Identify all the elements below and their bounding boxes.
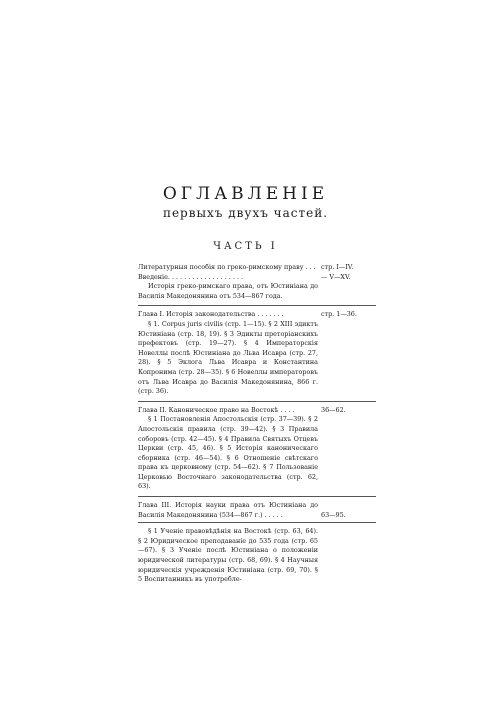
toc-entry-history: [138, 282, 376, 301]
toc-entry-text: Введеніе. . . . . . . . . . . . . . . . . . .: [138, 272, 244, 281]
chapter-2-details: § 1 Постановленія Апостольскія (стр. 37—39). § 2 Апостольскія правила (стр. 39—42). § 3 Правила соборовъ (стр. 42—45). § 4 Правила Святыхъ Отцевъ Церкви (стр. 45, 46). § 5 Исторія каноническаго сборника (стр. 46—54). § 6 Отношеніе свѣтскаго права къ церковному (стр. 54—62). § 7 Пользованіе Церковью Восточнаго законодательства (стр. 62, 63).: [138, 415, 318, 491]
section-divider: [138, 522, 376, 523]
section-divider: [138, 401, 376, 402]
part-heading: ЧАСТЬ I: [213, 241, 278, 252]
chapter-page: 36—62.: [321, 405, 346, 414]
toc-chapter-2: [138, 406, 376, 416]
chapter-page: стр. 1—36.: [321, 310, 357, 319]
chapter-3-details: § 1 Ученіе правовѣдѣнія на Востокѣ (стр. 63, 64). § 2 Юридическое преподаваніе до 535 года (стр. 65—67). § 3 Ученіе послѣ Юстиніана о положеніи юридической литературы (стр. 68, 69). § 4 Научныя юридическія учрежденія Юстиніана (стр. 69, 70). § 5 Воспитанникъ въ употребле-: [138, 527, 318, 584]
table-of-contents: [138, 263, 376, 585]
toc-entry-introduction: [138, 273, 376, 283]
page-subtitle: первыхъ двухъ частей.: [162, 206, 329, 220]
toc-entry-page: стр. I—IV.: [321, 263, 354, 271]
toc-entry-text: Исторія греко-римскаго права, отъ Юстиніана до Василія Македонянина отъ 534—867 года.: [138, 282, 318, 300]
chapter-1-details: § 1. Corpus juris civilis (стр. 1—15). § 2 XIII эдиктъ Юстиніана (стр. 18, 19). § 3 Эдикты преторіанскихъ префектовъ (стр. 19—27). § 4 Императорскія Новеллы послѣ Юстиніана до Льва Исавра (стр. 27, 28). § 5 Эклога Льва Исавра и Константина Копронима (стр. 28—35). § 6 Новеллы императоровъ отъ Льва Исавра до Василія Македонянина, 866 г. (стр. 36).: [138, 319, 318, 396]
chapter-heading: Глава III. Исторія науки права отъ Юстиніана до Василія Македонянина (534—867 г.) . . . . .: [138, 501, 318, 519]
toc-entry-literature: [138, 263, 376, 273]
toc-chapter-1: [138, 310, 376, 320]
section-divider: [138, 305, 376, 306]
chapter-heading: Глава I. Исторія законодательства . . . . . . .: [138, 310, 284, 319]
toc-entry-text: Литературныя пособія по греко-римскому праву . . .: [138, 263, 316, 271]
section-divider: [138, 496, 376, 497]
chapter-heading: Глава II. Каноническое право на Востокѣ . . . .: [138, 405, 295, 414]
toc-chapter-3: [138, 501, 376, 520]
page-title: ОГЛАВЛЕНІЕ: [162, 184, 329, 204]
chapter-page: 63—95.: [321, 510, 346, 519]
toc-entry-page: — V—XV.: [321, 272, 351, 281]
